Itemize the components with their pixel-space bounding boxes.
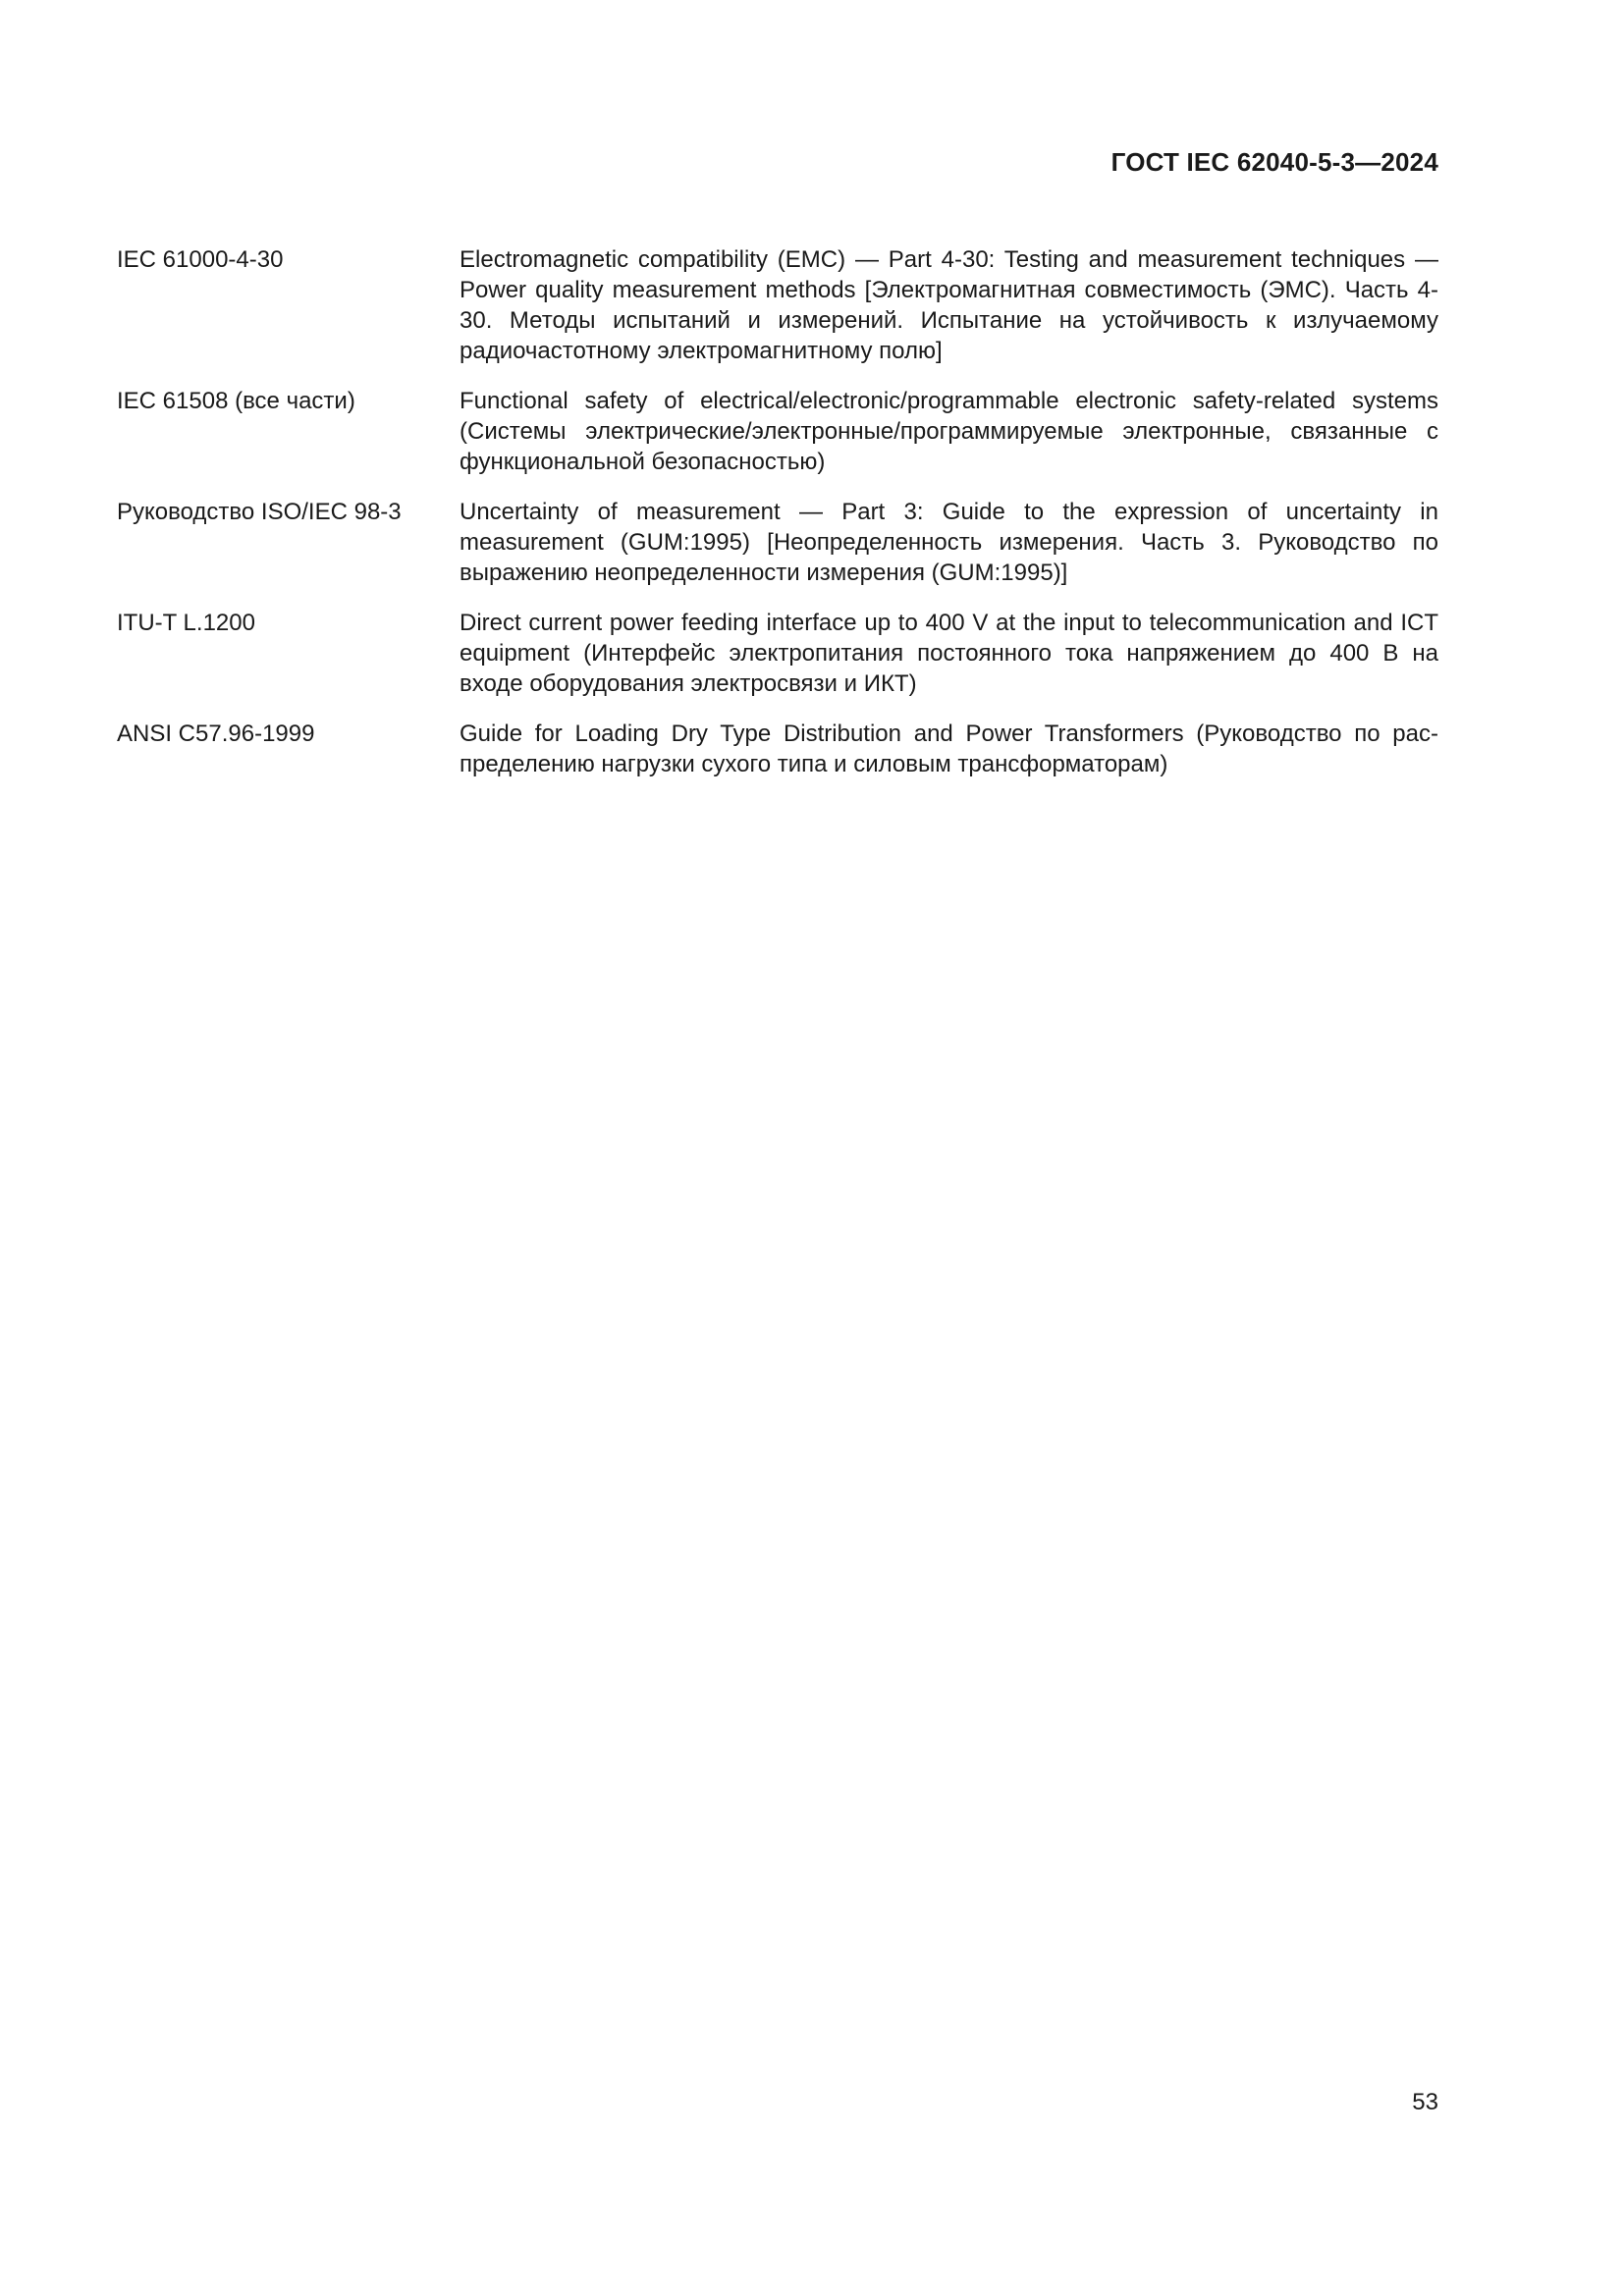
reference-description: Direct current power feeding interface up to 400 V at the input to telecommunication and ICT equipment (Интерфейс электропитания постоянного тока напряжением до 400 В на входе оборудования электросвязи и ИКТ)	[460, 610, 1438, 697]
reference-description: Electromagnetic compatibility (EMC) — Part 4-30: Testing and measurement techniques — Power quality measurement methods [Электромагнитная совместимость (ЭМС). Часть 4-30. Методы испытаний и измерений. Испытание на устойчивость к излучаемому радиочастотному электромагнитному полю]	[460, 246, 1438, 364]
reference-row	[117, 244, 1438, 366]
reference-row	[117, 386, 1438, 477]
reference-row	[117, 497, 1438, 588]
reference-description: Functional safety of electrical/electronic/programmable electronic safety-related systems (Системы электрические/электронные/программируемые электронные, связанные с функциональной безопасностью)	[460, 388, 1438, 475]
reference-description: Uncertainty of measurement — Part 3: Guide to the expression of uncertainty in measurement (GUM:1995) [Неопределенность измерения. Часть 3. Руководство по выражению неопределенности измерения (GUM:1995)]	[460, 499, 1438, 586]
reference-code: ANSI C57.96-1999	[117, 721, 315, 747]
page-header-standard-id: ГОСТ IEC 62040-5-3—2024	[1110, 147, 1438, 177]
reference-description: Guide for Loading Dry Type Distribution and Power Transformers (Руководство по распределению нагрузки сухого типа и силовым трансформаторам)	[460, 721, 1438, 777]
page-number: 53	[1412, 2089, 1438, 2115]
reference-code: IEC 61508 (все части)	[117, 388, 355, 414]
reference-row	[117, 608, 1438, 699]
reference-code: IEC 61000-4-30	[117, 246, 284, 273]
reference-row	[117, 719, 1438, 779]
reference-code: ITU-T L.1200	[117, 610, 255, 636]
references-table	[117, 244, 1438, 799]
reference-code: Руководство ISO/IEC 98-3	[117, 499, 402, 525]
